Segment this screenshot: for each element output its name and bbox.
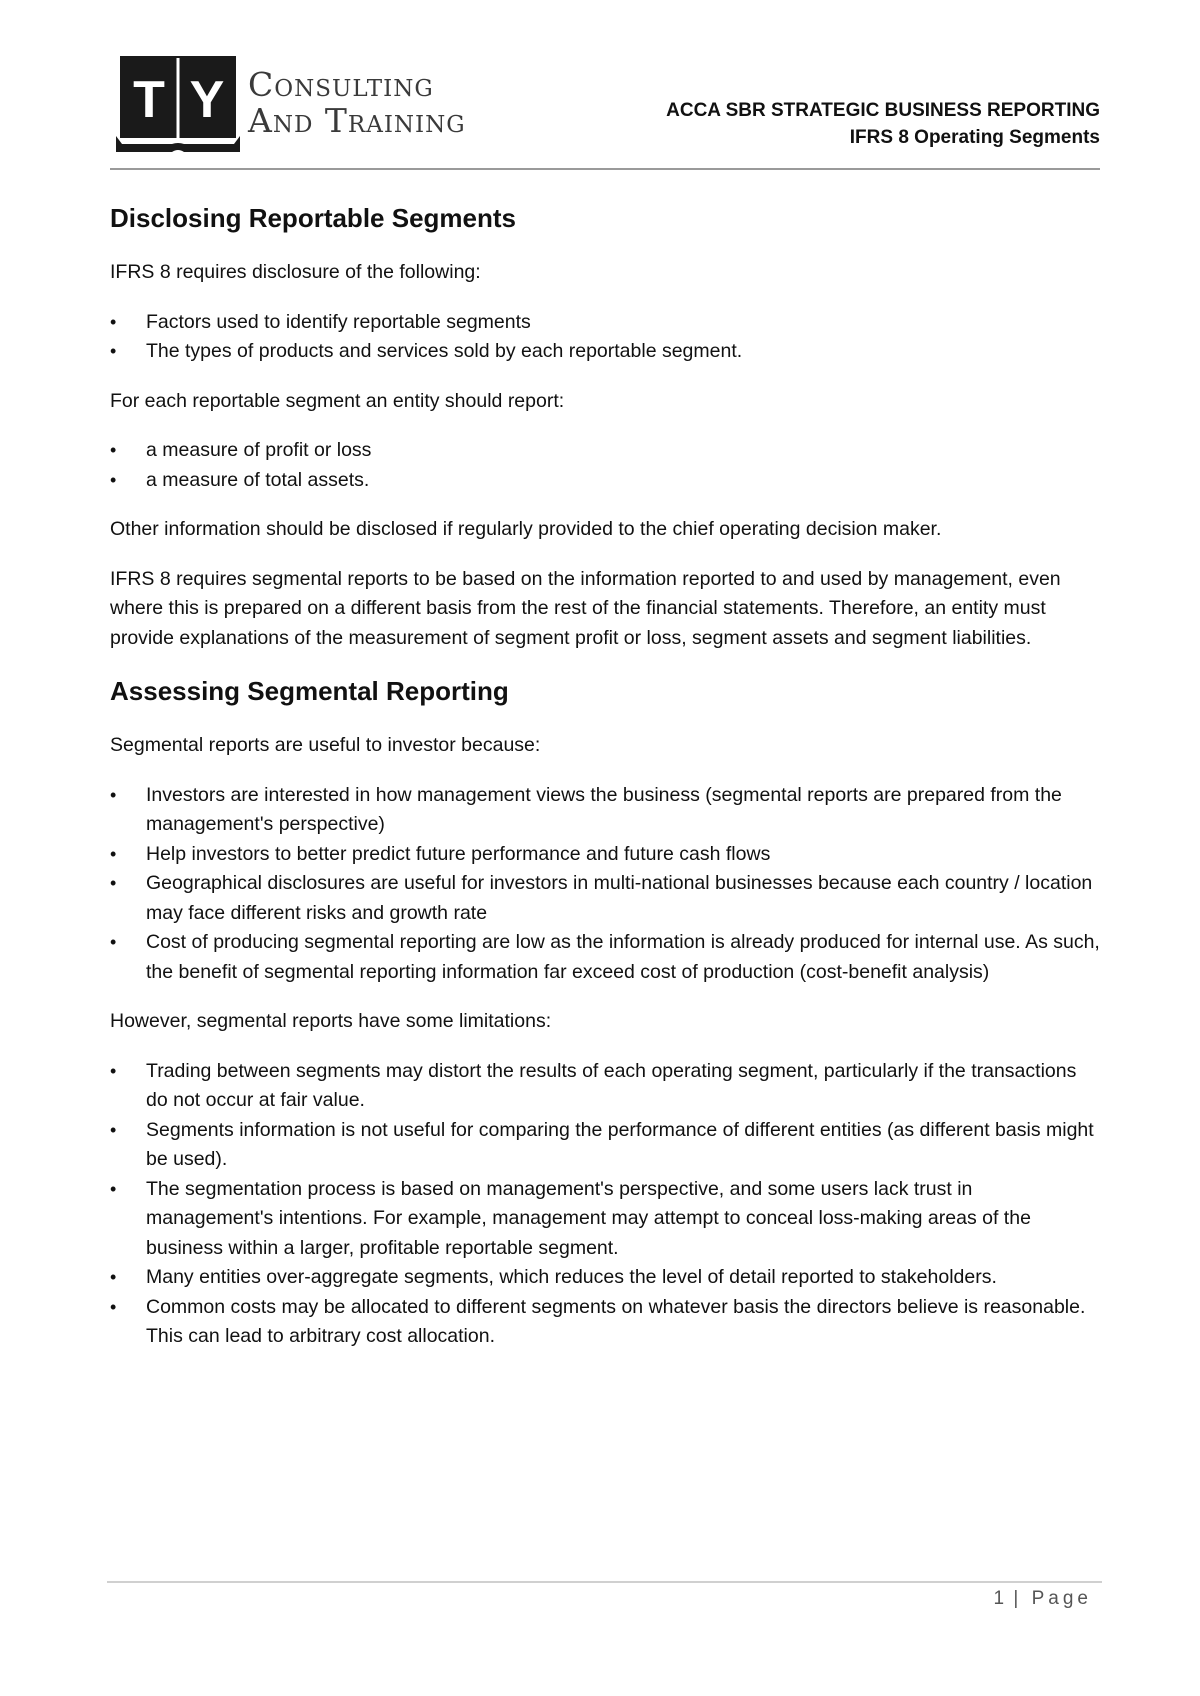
logo-letter-t: T (133, 71, 165, 129)
list-item: • The types of products and services sold by each reportable segment. (110, 337, 1100, 367)
page-label: Page (1031, 1588, 1092, 1609)
topic-title: IFRS 8 Operating Segments (849, 127, 1100, 148)
section-heading-assessing: Assessing Segmental Reporting (110, 676, 509, 706)
section1-disclosure-list (110, 308, 1100, 367)
section1-report-list (110, 436, 1100, 495)
header-divider (110, 168, 1100, 170)
list-item: • a measure of total assets. (110, 466, 1100, 496)
section2-benefits-list (110, 781, 1100, 988)
logo-letter-y: Y (189, 71, 225, 129)
list-item: • Segments information is not useful for comparing the performance of different entities (as different basis might be used). (110, 1116, 1100, 1175)
header-titles (666, 97, 1100, 151)
course-title: ACCA SBR STRATEGIC BUSINESS REPORTING (666, 100, 1100, 121)
list-item: • Factors used to identify reportable segments (110, 308, 1100, 338)
footer-divider (107, 1581, 1102, 1583)
section1-para4: IFRS 8 requires segmental reports to be based on the information reported to and used by management, even where this is prepared on a different basis from the rest of the financial statements. Therefore, an entity must provide explanations of the measurement of segment profit or loss, segment assets and segment liabilities. (110, 567, 1061, 649)
list-item: • Common costs may be allocated to different segments on whatever basis the directors believe is reasonable. This can lead to arbitrary cost allocation. (110, 1293, 1100, 1352)
list-item: • The segmentation process is based on management's perspective, and some users lack trust in management's intentions. For example, management may attempt to conceal loss-making areas of the business within a larger, profitable reportable segment. (110, 1175, 1100, 1264)
section1-intro: IFRS 8 requires disclosure of the following: (110, 261, 481, 283)
list-item: • a measure of profit or loss (110, 436, 1100, 466)
page-footer (994, 1588, 1092, 1610)
logo-wordmark (248, 66, 466, 138)
company-logo (116, 54, 516, 154)
main-content (110, 200, 1100, 1372)
section2-intro: Segmental reports are useful to investor because: (110, 734, 541, 756)
page-header (110, 50, 1100, 160)
section1-para3: Other information should be disclosed if regularly provided to the chief operating decision maker. (110, 518, 942, 540)
list-item: • Trading between segments may distort the results of each operating segment, particularly if the transactions do not occur at fair value. (110, 1057, 1100, 1116)
footer-separator: | (1013, 1588, 1023, 1609)
section1-para2: For each reportable segment an entity should report: (110, 389, 565, 412)
list-item: • Investors are interested in how management views the business (segmental reports are prepared from the management's perspective) (110, 781, 1100, 840)
section-heading-disclosing: Disclosing Reportable Segments (110, 203, 516, 233)
list-item: • Geographical disclosures are useful for investors in multi-national businesses because each country / location may face different risks and growth rate (110, 869, 1100, 928)
page-number: 1 (993, 1588, 1005, 1609)
logo-line-1: Consulting (248, 65, 434, 104)
section2-para2: However, segmental reports have some limitations: (110, 1010, 552, 1032)
book-logo-icon (116, 54, 240, 154)
list-item: • Help investors to better predict future performance and future cash flows (110, 840, 1100, 870)
section2-limitations-list (110, 1057, 1100, 1352)
list-item: • Cost of producing segmental reporting are low as the information is already produced for internal use. As such, the benefit of segmental reporting information far exceed cost of production (cost-benefit analysis) (110, 928, 1100, 987)
logo-line-2: And Training (248, 101, 466, 140)
list-item: • Many entities over-aggregate segments, which reduces the level of detail reported to stakeholders. (110, 1263, 1100, 1293)
